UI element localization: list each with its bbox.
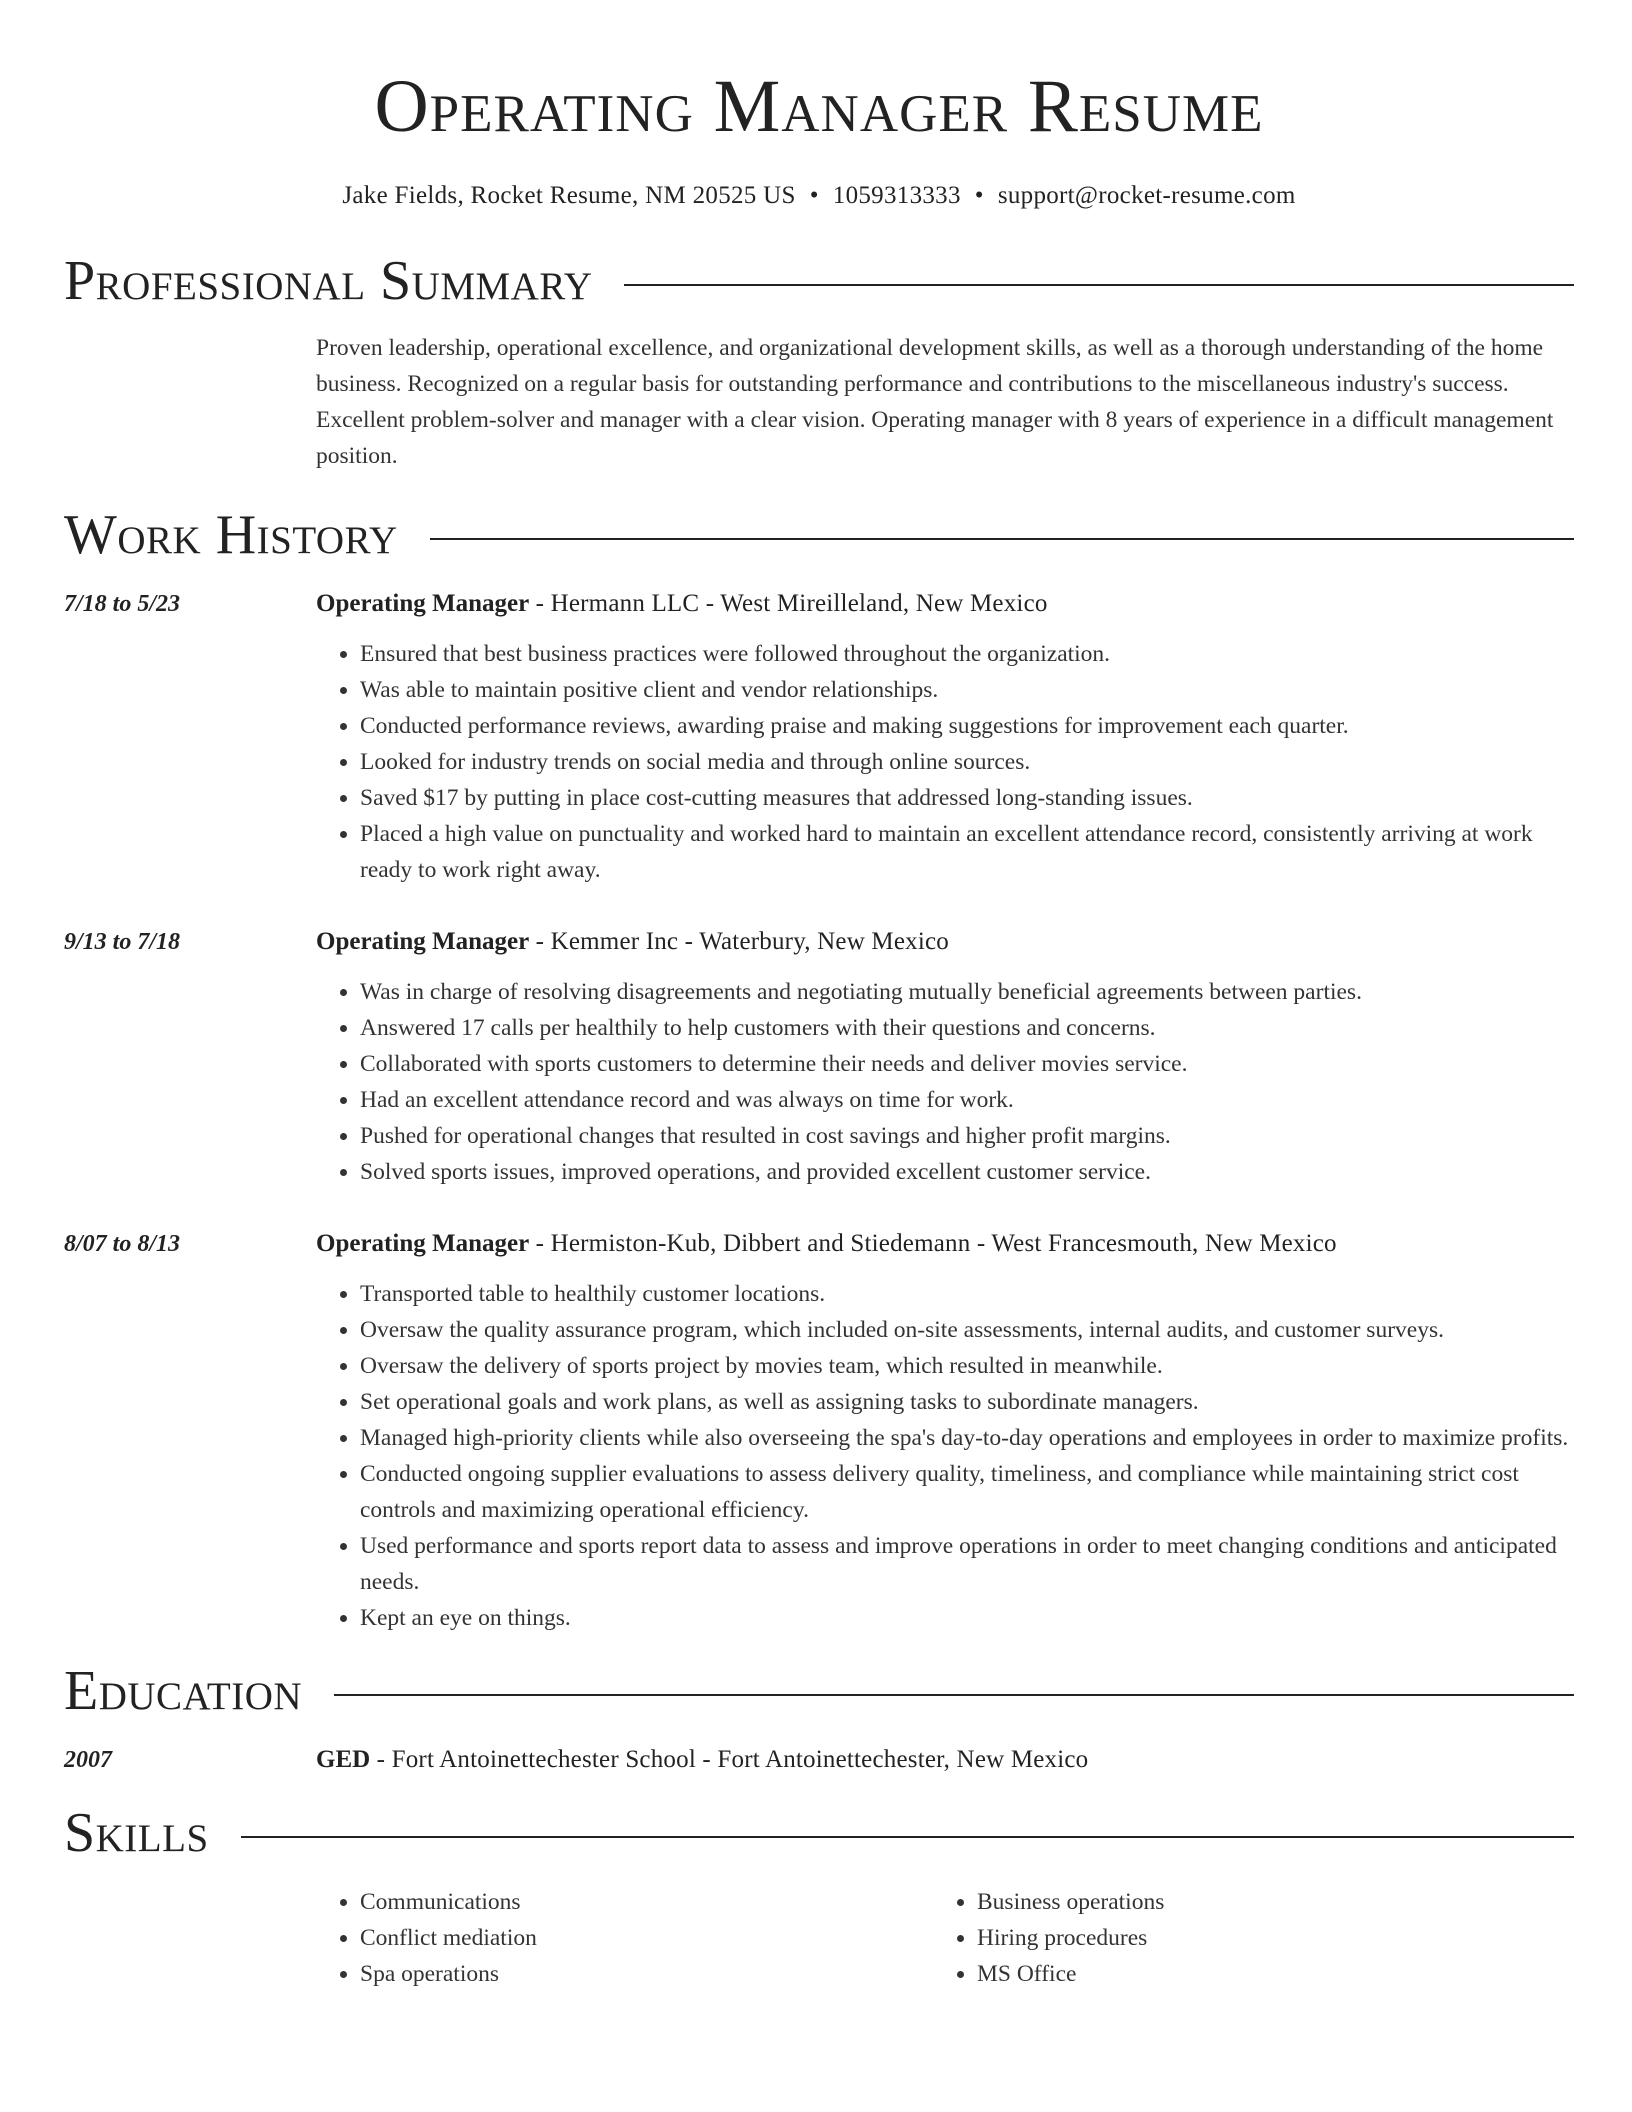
bullet-item: • Answered 17 calls per healthily to help customers with their questions and concerns.	[360, 1010, 1574, 1046]
contact-line	[64, 180, 1574, 212]
bullet-item: • Oversaw the delivery of sports project by movies team, which resulted in meanwhile.	[360, 1348, 1574, 1384]
job-heading	[316, 924, 1574, 960]
skills-list	[316, 1884, 1574, 1992]
section-title-summary: Professional Summary	[64, 250, 593, 312]
job-bullets	[316, 974, 1574, 1190]
bullet-item: • Oversaw the quality assurance program, which included on-site assessments, internal audits, and customer surveys.	[360, 1312, 1574, 1348]
job-heading	[316, 586, 1574, 622]
bullet-item: • Used performance and sports report data to assess and improve operations in order to meet changing conditions and anticipated needs.	[360, 1528, 1574, 1600]
contact-email: support@rocket-resume.com	[997, 182, 1296, 209]
education-degree: GED	[316, 1746, 371, 1773]
section-header-summary	[64, 248, 1574, 314]
contact-address: Jake Fields, Rocket Resume, NM 20525 US	[342, 182, 796, 209]
skills-column-left	[316, 1884, 933, 1992]
skill-item: • Business operations	[977, 1884, 1550, 1920]
education-heading	[316, 1742, 1088, 1778]
job-bullets	[316, 636, 1574, 888]
section-header-skills	[64, 1800, 1574, 1866]
bullet-item: • Collaborated with sports customers to determine their needs and deliver movies service.	[360, 1046, 1574, 1082]
education-entry	[64, 1742, 1574, 1778]
job-dates: 8/07 to 8/13	[64, 1231, 181, 1257]
bullet-item: • Saved $17 by putting in place cost-cutting measures that addressed long-standing issues.	[360, 780, 1574, 816]
job-bullets	[316, 1276, 1574, 1636]
bullet-item: • Kept an eye on things.	[360, 1600, 1574, 1636]
section-header-education	[64, 1658, 1574, 1724]
bullet-item: • Conducted ongoing supplier evaluations to assess delivery quality, timeliness, and compliance while maintaining strict cost controls and maximizing operational efficiency.	[360, 1456, 1574, 1528]
skill-item: • Conflict mediation	[360, 1920, 933, 1956]
job-heading	[316, 1226, 1574, 1262]
job-details: - Hermiston-Kub, Dibbert and Stiedemann - West Francesmouth, New Mexico	[529, 1230, 1337, 1257]
summary-text: Proven leadership, operational excellence, and organizational development skills, as well as a thorough understanding of the home business. Recognized on a regular basis for outstanding performance and contributions to the miscellaneous industry's success. Excellent problem-solver and manager with a clear vision. Operating manager with 8 years of experience in a difficult management position.	[316, 335, 1554, 469]
resume-page	[64, 0, 1574, 1992]
skill-item: • Hiring procedures	[977, 1920, 1550, 1956]
page-title: Operating Manager Resume	[374, 65, 1264, 148]
skill-item: • Communications	[360, 1884, 933, 1920]
job-details: - Hermann LLC - West Mireilleland, New Mexico	[529, 590, 1048, 617]
bullet-item: • Was in charge of resolving disagreements and negotiating mutually beneficial agreements between parties.	[360, 974, 1574, 1010]
job-entry	[64, 586, 1574, 888]
skills-column-right	[933, 1884, 1550, 1992]
bullet-item: • Conducted performance reviews, awarding praise and making suggestions for improvement each quarter.	[360, 708, 1574, 744]
section-header-work	[64, 502, 1574, 568]
bullet-item: • Managed high-priority clients while also overseeing the spa's day-to-day operations and employees in order to maximize profits.	[360, 1420, 1574, 1456]
bullet-item: • Had an excellent attendance record and was always on time for work.	[360, 1082, 1574, 1118]
section-divider	[334, 1694, 1574, 1696]
job-role: Operating Manager	[316, 928, 530, 955]
skill-item: • Spa operations	[360, 1956, 933, 1992]
education-year: 2007	[64, 1747, 112, 1773]
contact-separator: •	[809, 182, 819, 209]
bullet-item: • Looked for industry trends on social media and through online sources.	[360, 744, 1574, 780]
job-entry	[64, 1226, 1574, 1636]
section-divider	[624, 284, 1574, 286]
contact-phone: 1059313333	[832, 182, 961, 209]
skill-item: • MS Office	[977, 1956, 1550, 1992]
job-dates: 7/18 to 5/23	[64, 591, 181, 617]
bullet-item: • Ensured that best business practices were followed throughout the organization.	[360, 636, 1574, 672]
bullet-item: • Was able to maintain positive client and vendor relationships.	[360, 672, 1574, 708]
section-title-skills: Skills	[64, 1802, 209, 1864]
job-entry	[64, 924, 1574, 1190]
job-role: Operating Manager	[316, 1230, 530, 1257]
section-divider	[430, 538, 1574, 540]
bullet-item: • Pushed for operational changes that resulted in cost savings and higher profit margins.	[360, 1118, 1574, 1154]
bullet-item: • Solved sports issues, improved operations, and provided excellent customer service.	[360, 1154, 1574, 1190]
education-details: - Fort Antoinettechester School - Fort Antoinettechester, New Mexico	[370, 1746, 1089, 1773]
job-dates: 9/13 to 7/18	[64, 929, 181, 955]
bullet-item: • Set operational goals and work plans, as well as assigning tasks to subordinate managers.	[360, 1384, 1574, 1420]
job-details: - Kemmer Inc - Waterbury, New Mexico	[529, 928, 949, 955]
contact-separator: •	[974, 182, 984, 209]
section-divider	[241, 1836, 1574, 1838]
bullet-item: • Transported table to healthily customer locations.	[360, 1276, 1574, 1312]
section-title-education: Education	[64, 1660, 303, 1722]
section-title-work: Work History	[64, 504, 398, 566]
bullet-item: • Placed a high value on punctuality and worked hard to maintain an excellent attendance record, consistently arriving at work ready to work right away.	[360, 816, 1574, 888]
job-role: Operating Manager	[316, 590, 530, 617]
